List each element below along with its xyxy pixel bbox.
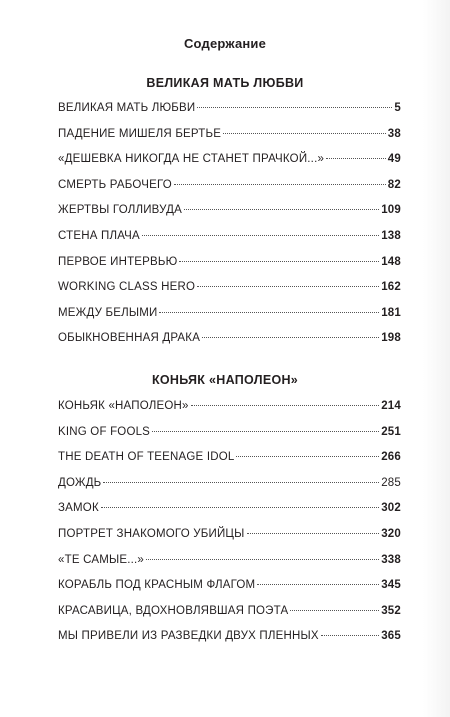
- toc-entry[interactable]: [58, 202, 401, 228]
- toc-entry-page: 352: [381, 604, 401, 617]
- dot-leader: [236, 456, 379, 457]
- toc-entry-page: 162: [381, 281, 401, 294]
- toc-entry-page: 365: [381, 630, 401, 643]
- toc-entry-page: 266: [381, 451, 401, 464]
- toc-list-section-1: [58, 100, 401, 356]
- toc-entry-page: 38: [387, 127, 401, 140]
- toc-entry-title: KING OF FOOLS: [58, 425, 151, 438]
- toc-entry-page: 214: [381, 400, 401, 412]
- dot-leader: [197, 286, 379, 287]
- toc-entry-title: WORKING CLASS HERO: [58, 281, 196, 294]
- toc-list-section-2: [58, 398, 401, 654]
- toc-entry-page: 302: [381, 502, 401, 515]
- toc-entry-title: «ДЕШЕВКА НИКОГДА НЕ СТАНЕТ ПРАЧКОЙ...»: [58, 153, 325, 166]
- dot-leader: [159, 312, 379, 313]
- toc-entry[interactable]: [58, 100, 401, 126]
- toc-entry-title: МЫ ПРИВЕЛИ ИЗ РАЗВЕДКИ ДВУХ ПЛЕННЫХ: [58, 630, 319, 643]
- toc-entry-title: КРАСАВИЦА, ВДОХНОВЛЯВШАЯ ПОЭТА: [58, 604, 289, 617]
- toc-entry-title: ОБЫКНОВЕННАЯ ДРАКА: [58, 332, 201, 345]
- toc-entry-title: КОНЬЯК «НАПОЛЕОН»: [58, 400, 189, 412]
- toc-entry-title: ПАДЕНИЕ МИШЕЛЯ БЕРТЬЕ: [58, 127, 222, 140]
- toc-entry[interactable]: [58, 552, 401, 578]
- toc-entry[interactable]: [58, 330, 401, 356]
- toc-entry-page: 82: [387, 178, 401, 191]
- toc-entry[interactable]: [58, 526, 401, 552]
- toc-entry[interactable]: [58, 628, 401, 654]
- toc-entry-title: ЗАМОК: [58, 502, 99, 515]
- toc-entry-title: СМЕРТЬ РАБОЧЕГО: [58, 178, 172, 191]
- toc-entry-page: 49: [387, 153, 401, 166]
- toc-entry[interactable]: [58, 151, 401, 177]
- dot-leader: [152, 431, 379, 432]
- toc-entry-title: ВЕЛИКАЯ МАТЬ ЛЮБВИ: [58, 102, 196, 114]
- dot-leader: [247, 533, 380, 534]
- dot-leader: [184, 209, 379, 210]
- dot-leader: [142, 235, 379, 236]
- toc-entry-page: 109: [381, 204, 401, 217]
- dot-leader: [191, 405, 380, 406]
- dot-leader: [179, 261, 379, 262]
- toc-entry-title: ЖЕРТВЫ ГОЛЛИВУДА: [58, 204, 183, 217]
- toc-entry-page: 148: [381, 255, 401, 268]
- dot-leader: [321, 635, 379, 636]
- dot-leader: [103, 482, 379, 483]
- section-heading-1: ВЕЛИКАЯ МАТЬ ЛЮБВИ: [146, 76, 304, 90]
- toc-entry[interactable]: [58, 603, 401, 629]
- dot-leader: [257, 584, 379, 585]
- toc-entry-page: 181: [381, 306, 401, 319]
- toc-entry[interactable]: [58, 424, 401, 450]
- page-title: Содержание: [183, 36, 267, 51]
- toc-entry[interactable]: [58, 500, 401, 526]
- toc-entry[interactable]: [58, 279, 401, 305]
- toc-entry[interactable]: [58, 305, 401, 331]
- section-heading-2: КОНЬЯК «НАПОЛЕОН»: [151, 373, 299, 387]
- toc-entry-page: 345: [381, 579, 401, 592]
- dot-leader: [326, 158, 386, 159]
- toc-entry[interactable]: [58, 228, 401, 254]
- toc-entry[interactable]: [58, 126, 401, 152]
- dot-leader: [174, 184, 386, 185]
- dot-leader: [146, 559, 379, 560]
- dot-leader: [101, 507, 379, 508]
- toc-entry[interactable]: [58, 577, 401, 603]
- toc-entry-page: 198: [381, 332, 401, 345]
- toc-entry-title: МЕЖДУ БЕЛЫМИ: [58, 306, 158, 319]
- dot-leader: [202, 337, 379, 338]
- toc-entry-title: THE DEATH OF TEENAGE IDOL: [58, 451, 235, 464]
- toc-entry[interactable]: [58, 449, 401, 475]
- toc-entry[interactable]: [58, 177, 401, 203]
- dot-leader: [223, 133, 386, 134]
- toc-entry[interactable]: [58, 254, 401, 280]
- dot-leader: [290, 610, 379, 611]
- dot-leader: [197, 107, 392, 108]
- toc-entry-page: 5: [394, 102, 401, 114]
- toc-entry-page: 338: [381, 553, 401, 566]
- toc-entry-title: ПОРТРЕТ ЗНАКОМОГО УБИЙЦЫ: [58, 527, 245, 540]
- toc-entry-title: СТЕНА ПЛАЧА: [58, 229, 140, 242]
- toc-entry[interactable]: [58, 475, 401, 501]
- toc-entry-page: 285: [381, 476, 401, 489]
- toc-entry-title: «ТЕ САМЫЕ...»: [58, 553, 145, 566]
- toc-entry-page: 138: [381, 229, 401, 242]
- toc-entry-title: ПЕРВОЕ ИНТЕРВЬЮ: [58, 255, 178, 268]
- toc-entry-title: ДОЖДЬ: [58, 476, 102, 489]
- toc-entry-title: КОРАБЛЬ ПОД КРАСНЫМ ФЛАГОМ: [58, 579, 256, 592]
- toc-entry-page: 251: [381, 425, 401, 438]
- toc-entry[interactable]: [58, 398, 401, 424]
- toc-entry-page: 320: [381, 527, 401, 540]
